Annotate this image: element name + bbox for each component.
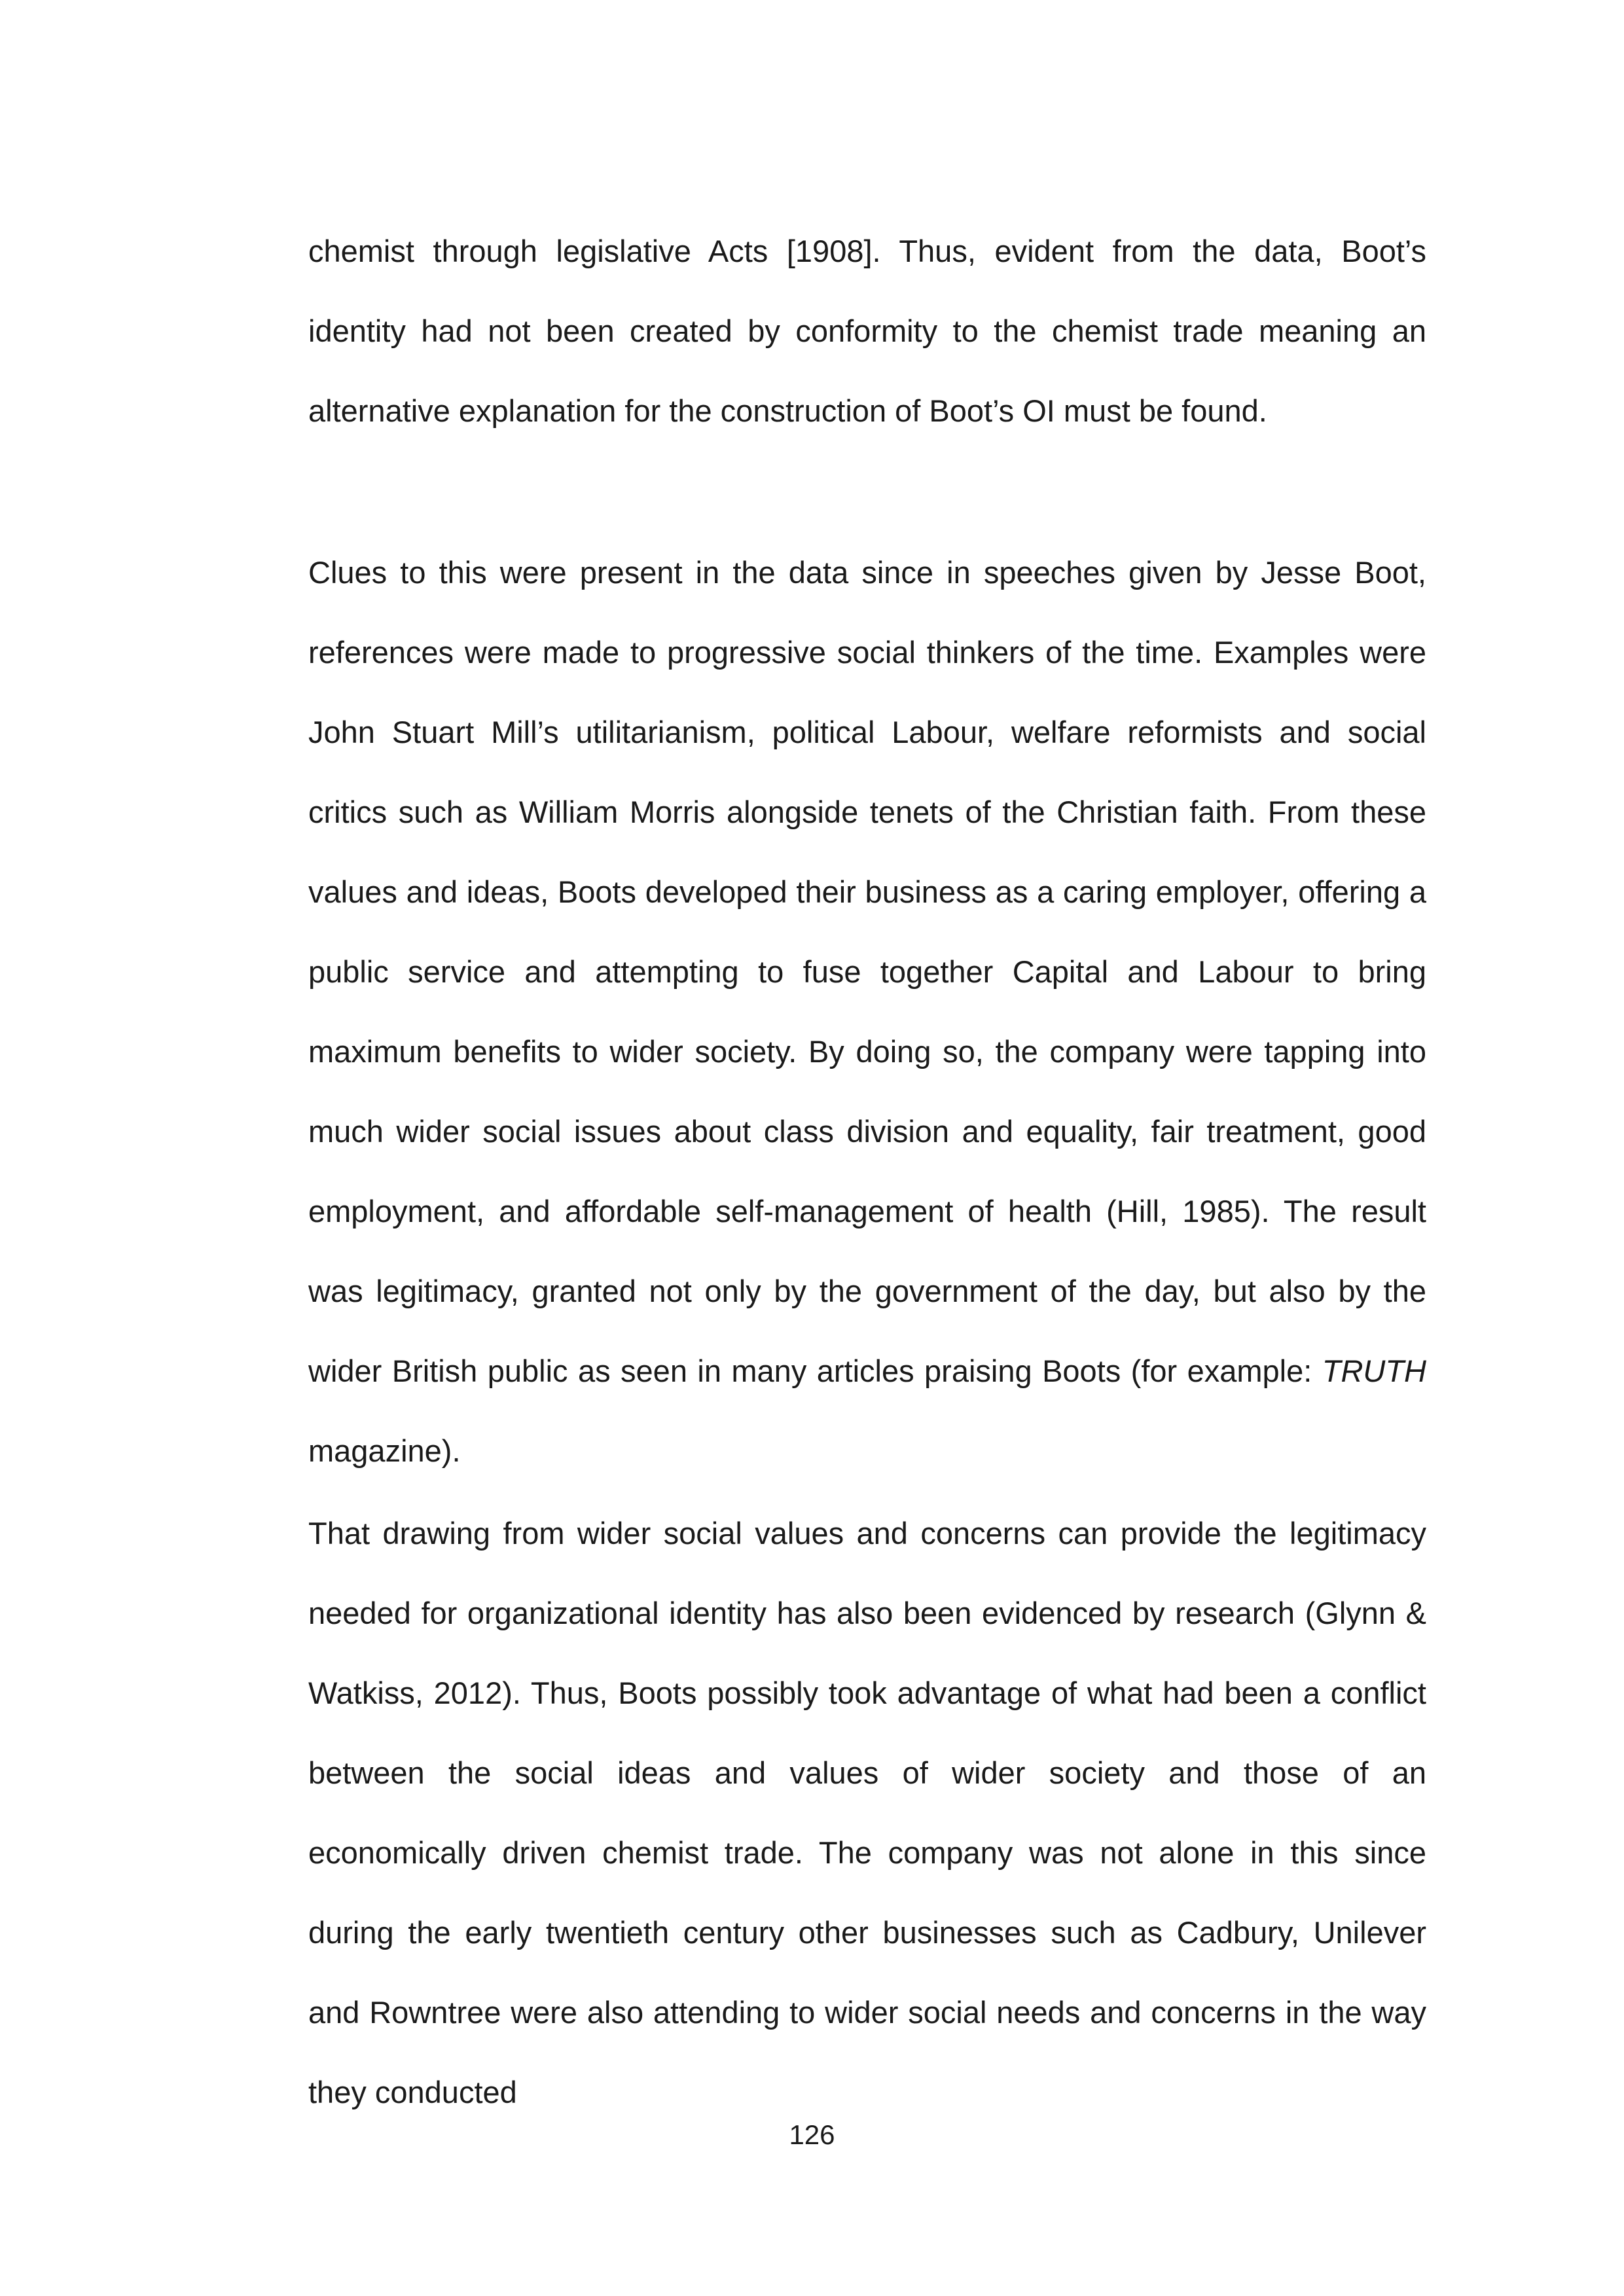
magazine-title-emphasis: TRUTH xyxy=(1322,1354,1426,1388)
paragraph-2-text-after: magazine). xyxy=(308,1433,461,1468)
body-paragraph-1 xyxy=(308,211,1426,451)
paragraph-2-text-before: Clues to this were present in the data since in speeches given by Jesse Boot, references were made to progressive social thinkers of the time. Examples were John Stuart Mill’s utilitarianism, political Labour, welfare reformists and social critics such as William Morris alongside tenets of the Christian faith. From these values and ideas, Boots developed their business as a caring employer, offering a public service and attempting to fuse together Capital and Labour to bring maximum benefits to wider society. By doing so, the company were tapping into much wider social issues about class division and equality, fair treatment, good employment, and affordable self-management of health (Hill, 1985). The result was legitimacy, granted not only by the government of the day, but also by the wider British public as seen in many articles praising Boots (for example: xyxy=(308,555,1426,1388)
page-number: 126 xyxy=(789,2119,835,2150)
body-paragraph-2 xyxy=(308,533,1426,1491)
paragraph-1-text: chemist through legislative Acts [1908]. Thus, evident from the data, Boot’s identity had not been created by conformity to the chemist trade meaning an alternative explanation for the construction of Boot’s OI must be found. xyxy=(308,234,1426,428)
body-paragraph-3 xyxy=(308,1494,1426,2132)
paragraph-3-text: That drawing from wider social values and concerns can provide the legitimacy needed for organizational identity has also been evidenced by research (Glynn & Watkiss, 2012). Thus, Boots possibly took advantage of what had been a conflict between the social ideas and values of wider society and those of an economically driven chemist trade. The company was not alone in this since during the early twentieth century other businesses such as Cadbury, Unilever and Rowntree were also attending to wider social needs and concerns in the way they conducted xyxy=(308,1516,1426,2109)
